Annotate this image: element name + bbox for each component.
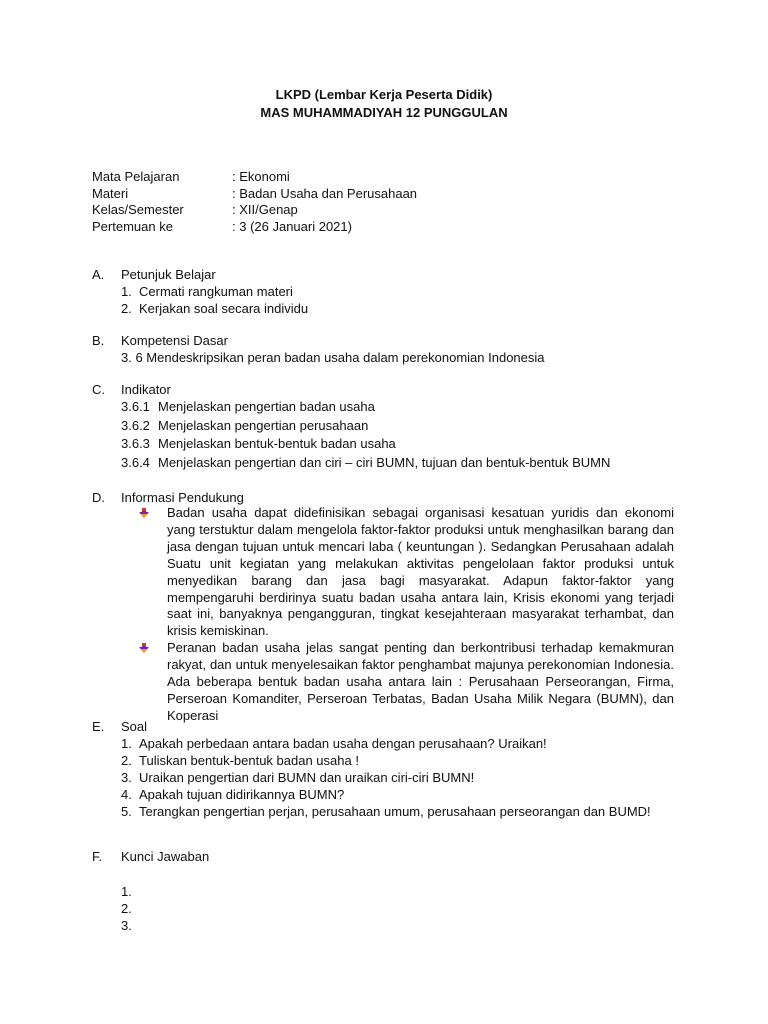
list-number: 1. — [121, 284, 132, 299]
list-item — [121, 769, 651, 786]
section-letter: A. — [92, 267, 105, 282]
answer-item: 3. — [121, 918, 132, 933]
meta-row — [92, 219, 417, 236]
answer-item: 2. — [121, 901, 132, 916]
section-letter: E. — [92, 719, 105, 734]
list-text: Menjelaskan bentuk-bentuk badan usaha — [158, 436, 396, 451]
list-text: Tuliskan bentuk-bentuk badan usaha ! — [139, 753, 359, 768]
section-heading — [92, 848, 209, 865]
list-text: Terangkan pengertian perjan, perusahaan umum, perusahaan perseorangan dan BUMD! — [139, 804, 651, 819]
list-text: Menjelaskan pengertian dan ciri – ciri BUMN, tujuan dan bentuk-bentuk BUMN — [158, 454, 611, 470]
numbered-list — [121, 283, 308, 317]
bullet-text: Badan usaha dapat didefinisikan sebagai organisasi kesatuan yuridis dan ekonomi yang terstuktur dalam mengelola faktor-faktor produksi untuk menghasilkan barang dan jasa dengan tujuan untuk mencari laba ( keuntungan ). Sedangkan Perusahaan adalah Suatu unit kegiatan yang melakukan aktivitas pengelolaan faktor produksi untuk menyedikan barang dan jasa bagi masyarakat. Adapun faktor-faktor yang mempengaruhi berdirinya suatu badan usaha antara lain, Krisis ekonomi yang terjadi saat ini, banyaknya pengangguran, tingkat kesejahteraan masyarakat terhambat, dan krisis kemiskinan. — [167, 505, 674, 639]
section-heading — [92, 332, 545, 349]
list-item — [121, 300, 308, 317]
section-title: Soal — [121, 719, 148, 734]
list-number: 3.6.2 — [121, 417, 150, 433]
indikator-list — [121, 398, 610, 472]
list-number: 1. — [121, 736, 132, 751]
meta-key: Kelas/Semester — [92, 202, 184, 217]
list-number: 4. — [121, 787, 132, 802]
meta-key: Pertemuan ke — [92, 218, 173, 234]
section-indikator — [92, 381, 610, 472]
section-soal — [92, 718, 651, 820]
school-name: MAS MUHAMMADIYAH 12 PUNGGULAN — [260, 105, 508, 120]
meta-value: : 3 (26 Januari 2021) — [232, 218, 352, 234]
list-text: Kerjakan soal secara individu — [139, 301, 309, 316]
list-text: Cermati rangkuman materi — [139, 284, 293, 299]
list-number: 2. — [121, 301, 132, 316]
list-number: 2. — [121, 753, 132, 768]
section-informasi — [92, 489, 674, 725]
arrow-bullet-icon — [138, 642, 150, 654]
list-text: Menjelaskan pengertian perusahaan — [158, 417, 369, 433]
list-number: 3.6.1 — [121, 399, 150, 414]
list-number: 5. — [121, 804, 132, 819]
list-item — [121, 283, 308, 300]
list-item — [121, 735, 651, 752]
bullet-paragraph — [167, 640, 674, 725]
section-title: Kompetensi Dasar — [121, 333, 228, 348]
list-number: 3. — [121, 770, 132, 785]
meta-row — [92, 202, 417, 219]
section-heading — [92, 718, 651, 735]
document-title: LKPD (Lembar Kerja Peserta Didik) — [275, 87, 493, 102]
section-letter: B. — [92, 333, 105, 348]
list-text: Menjelaskan pengertian badan usaha — [158, 399, 375, 414]
section-letter: F. — [92, 849, 103, 864]
section-heading — [92, 266, 308, 283]
section-letter: C. — [92, 382, 105, 397]
list-number: 3.6.4 — [121, 454, 150, 470]
section-kunci-jawaban — [92, 848, 209, 934]
section-letter: D. — [92, 490, 105, 505]
list-item — [121, 752, 651, 769]
answer-item: 1. — [121, 884, 132, 899]
meta-key: Mata Pelajaran — [92, 169, 180, 184]
section-heading — [92, 489, 674, 506]
list-number: 3.6.3 — [121, 436, 150, 451]
soal-list — [121, 735, 651, 820]
answer-list — [121, 883, 209, 934]
kompetensi-line: 3. 6 Mendeskripsikan peran badan usaha dalam perekonomian Indonesia — [121, 350, 545, 365]
section-title: Indikator — [121, 382, 171, 397]
list-text: Uraikan pengertian dari BUMN dan uraikan ciri-ciri BUMN! — [139, 770, 475, 785]
list-text: Apakah tujuan didirikannya BUMN? — [139, 787, 345, 802]
section-kompetensi — [92, 332, 545, 366]
bullet-text: Peranan badan usaha jelas sangat penting dan berkontribusi terhadap kemakmuran rakyat, dan untuk menyelesaikan faktor penghambat majunya perekonomian Indonesia. Ada beberapa bentuk badan usaha antara lain : Perusahaan Perseorangan, Firma, Perseroan Komanditer, Perseroan Terbatas, Badan Usaha Milik Negara (BUMN), dan Koperasi — [167, 640, 674, 723]
meta-row — [92, 186, 417, 203]
list-item — [121, 435, 610, 454]
meta-row — [92, 169, 417, 186]
meta-block — [92, 169, 417, 235]
section-petunjuk — [92, 266, 308, 317]
meta-value: : XII/Genap — [232, 202, 298, 217]
meta-value: : Badan Usaha dan Perusahaan — [232, 185, 418, 201]
section-title: Informasi Pendukung — [121, 490, 244, 505]
list-text: Apakah perbedaan antara badan usaha dengan perusahaan? Uraikan! — [139, 736, 547, 751]
arrow-bullet-icon — [138, 507, 150, 519]
list-item — [121, 417, 610, 436]
meta-key: Materi — [92, 185, 129, 201]
bullet-paragraph — [167, 505, 674, 640]
list-item — [121, 803, 651, 820]
section-heading — [92, 381, 610, 398]
section-title: Petunjuk Belajar — [121, 267, 216, 282]
meta-value: : Ekonomi — [232, 169, 290, 184]
list-item — [121, 454, 610, 473]
list-item — [121, 786, 651, 803]
section-title: Kunci Jawaban — [121, 849, 210, 864]
list-item — [121, 398, 610, 417]
